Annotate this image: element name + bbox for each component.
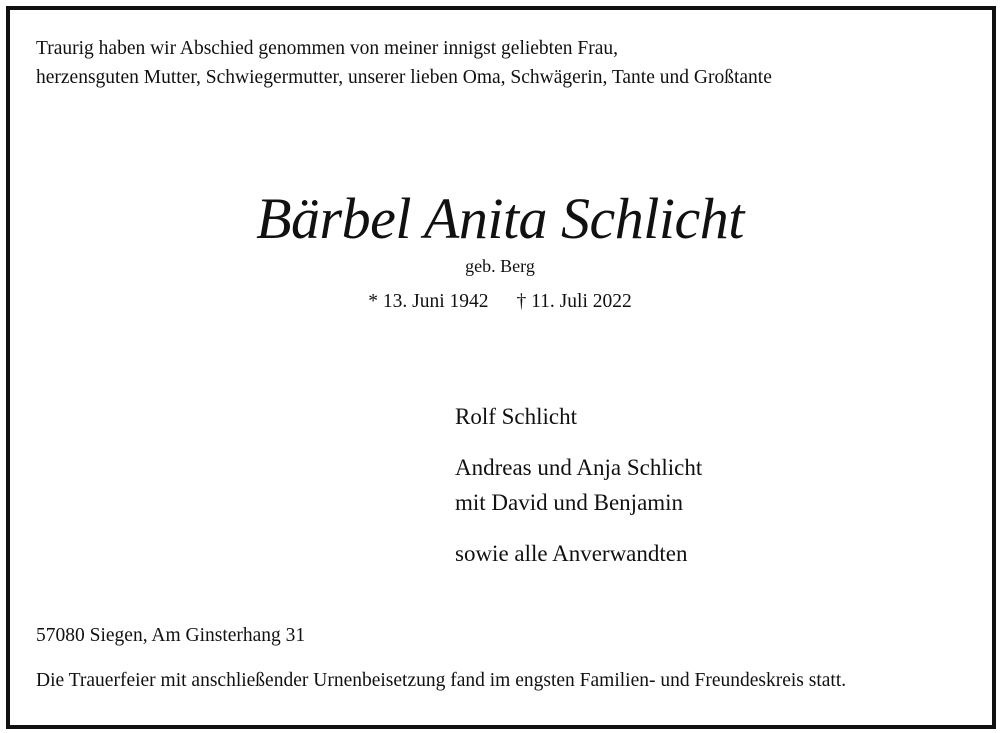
- intro-text: [36, 34, 772, 92]
- notice-border: [6, 6, 996, 729]
- maiden-name: geb. Berg: [465, 256, 535, 276]
- mourners-list: [455, 399, 702, 587]
- death-date: † 11. Juli 2022: [516, 291, 632, 312]
- mourner-others: sowie alle Anverwandten: [455, 541, 688, 566]
- funeral-note: Die Trauerfeier mit anschließender Urnenbeisetzung fand im engsten Familien- und Freundeskreis statt.: [36, 670, 847, 691]
- birth-date: * 13. Juni 1942: [368, 291, 489, 312]
- mourner-group-children: [455, 450, 702, 520]
- mourner-group-spouse: [455, 399, 702, 434]
- family-address: 57080 Siegen, Am Ginsterhang 31: [36, 625, 306, 646]
- mourner-grandchildren: mit David und Benjamin: [455, 490, 684, 515]
- mourner-children: Andreas und Anja Schlicht: [455, 455, 703, 480]
- mourner-spouse: Rolf Schlicht: [455, 404, 578, 429]
- mourner-group-others: [455, 536, 702, 571]
- deceased-name: Bärbel Anita Schlicht: [256, 186, 744, 251]
- life-dates: [0, 289, 1000, 315]
- intro-line-1: Traurig haben wir Abschied genommen von meiner innigst geliebten Frau,: [36, 38, 619, 59]
- intro-line-2: herzensguten Mutter, Schwiegermutter, unserer lieben Oma, Schwägerin, Tante und Großtante: [36, 67, 772, 88]
